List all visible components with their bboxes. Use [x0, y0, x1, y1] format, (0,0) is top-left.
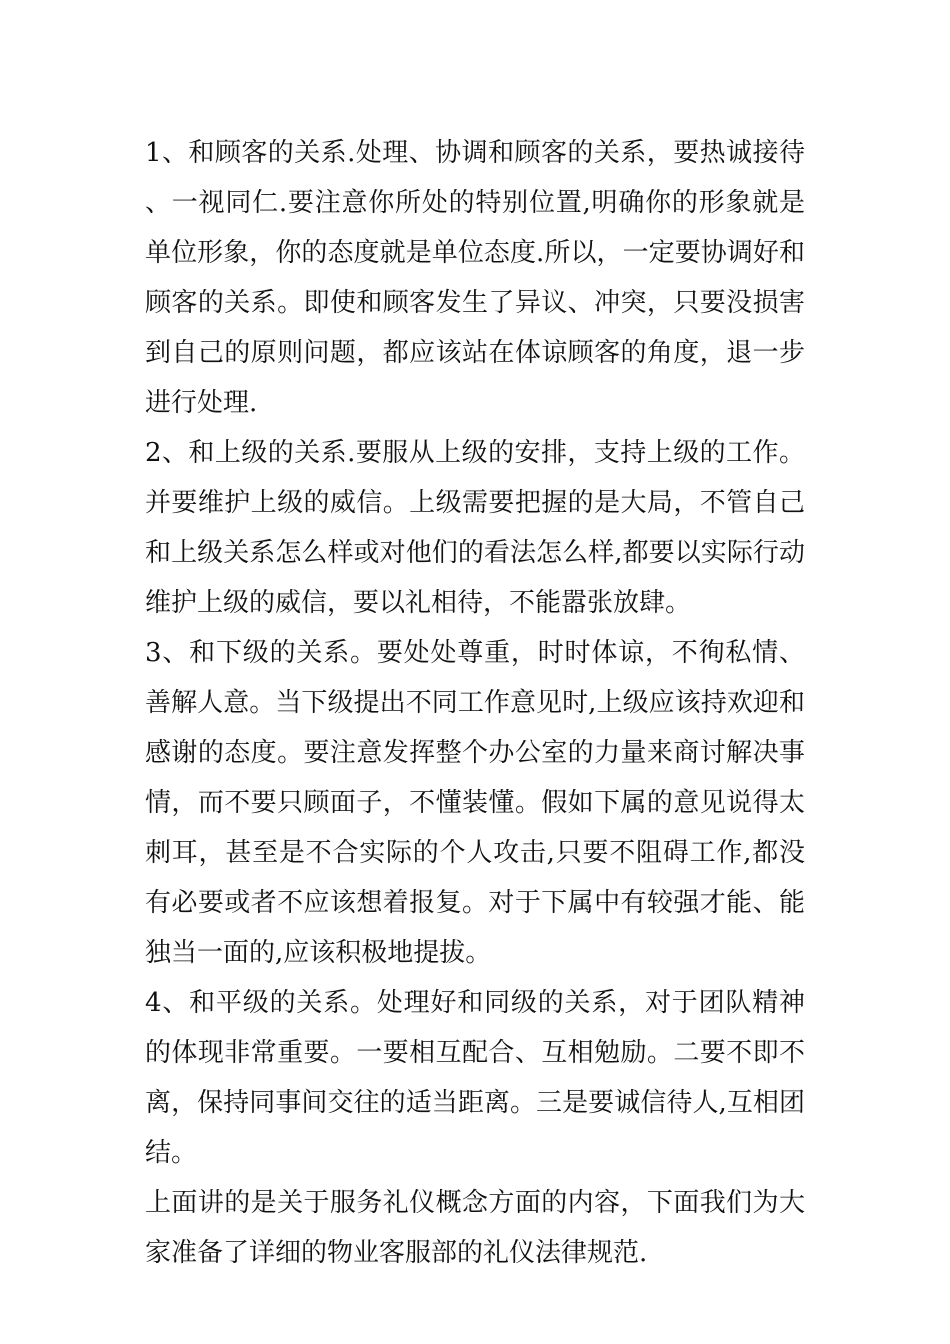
paragraph-customer-relations: 1、和顾客的关系.处理、协调和顾客的关系，要热诚接待、一视同仁.要注意你所处的特别位置,明确你的形象就是单位形象，你的态度就是单位态度.所以，一定要协调好和顾客的关系。即使和顾客发生了异议、冲突，只要没损害到自己的原则问题，都应该站在体谅顾客的角度，退一步进行处理. [145, 138, 805, 418]
paragraph-conclusion: 上面讲的是关于服务礼仪概念方面的内容，下面我们为大家准备了详细的物业客服部的礼仪法律规范. [145, 1188, 805, 1268]
document-body [145, 128, 805, 1278]
paragraph-subordinate-relations: 3、和下级的关系。要处处尊重，时时体谅，不徇私情、善解人意。当下级提出不同工作意见时,上级应该持欢迎和感谢的态度。要注意发挥整个办公室的力量来商讨解决事情，而不要只顾面子，不懂装懂。假如下属的意见说得太刺耳，甚至是不合实际的个人攻击,只要不阻碍工作,都没有必要或者不应该想着报复。对于下属中有较强才能、能独当一面的,应该积极地提拔。 [145, 638, 805, 968]
paragraph-peer-relations: 4、和平级的关系。处理好和同级的关系，对于团队精神的体现非常重要。一要相互配合、互相勉励。二要不即不离，保持同事间交往的适当距离。三是要诚信待人,互相团结。 [145, 988, 805, 1168]
paragraph-superior-relations: 2、和上级的关系.要服从上级的安排，支持上级的工作。并要维护上级的威信。上级需要把握的是大局，不管自己和上级关系怎么样或对他们的看法怎么样,都要以实际行动维护上级的威信，要以礼相待，不能嚣张放肆。 [145, 438, 805, 618]
